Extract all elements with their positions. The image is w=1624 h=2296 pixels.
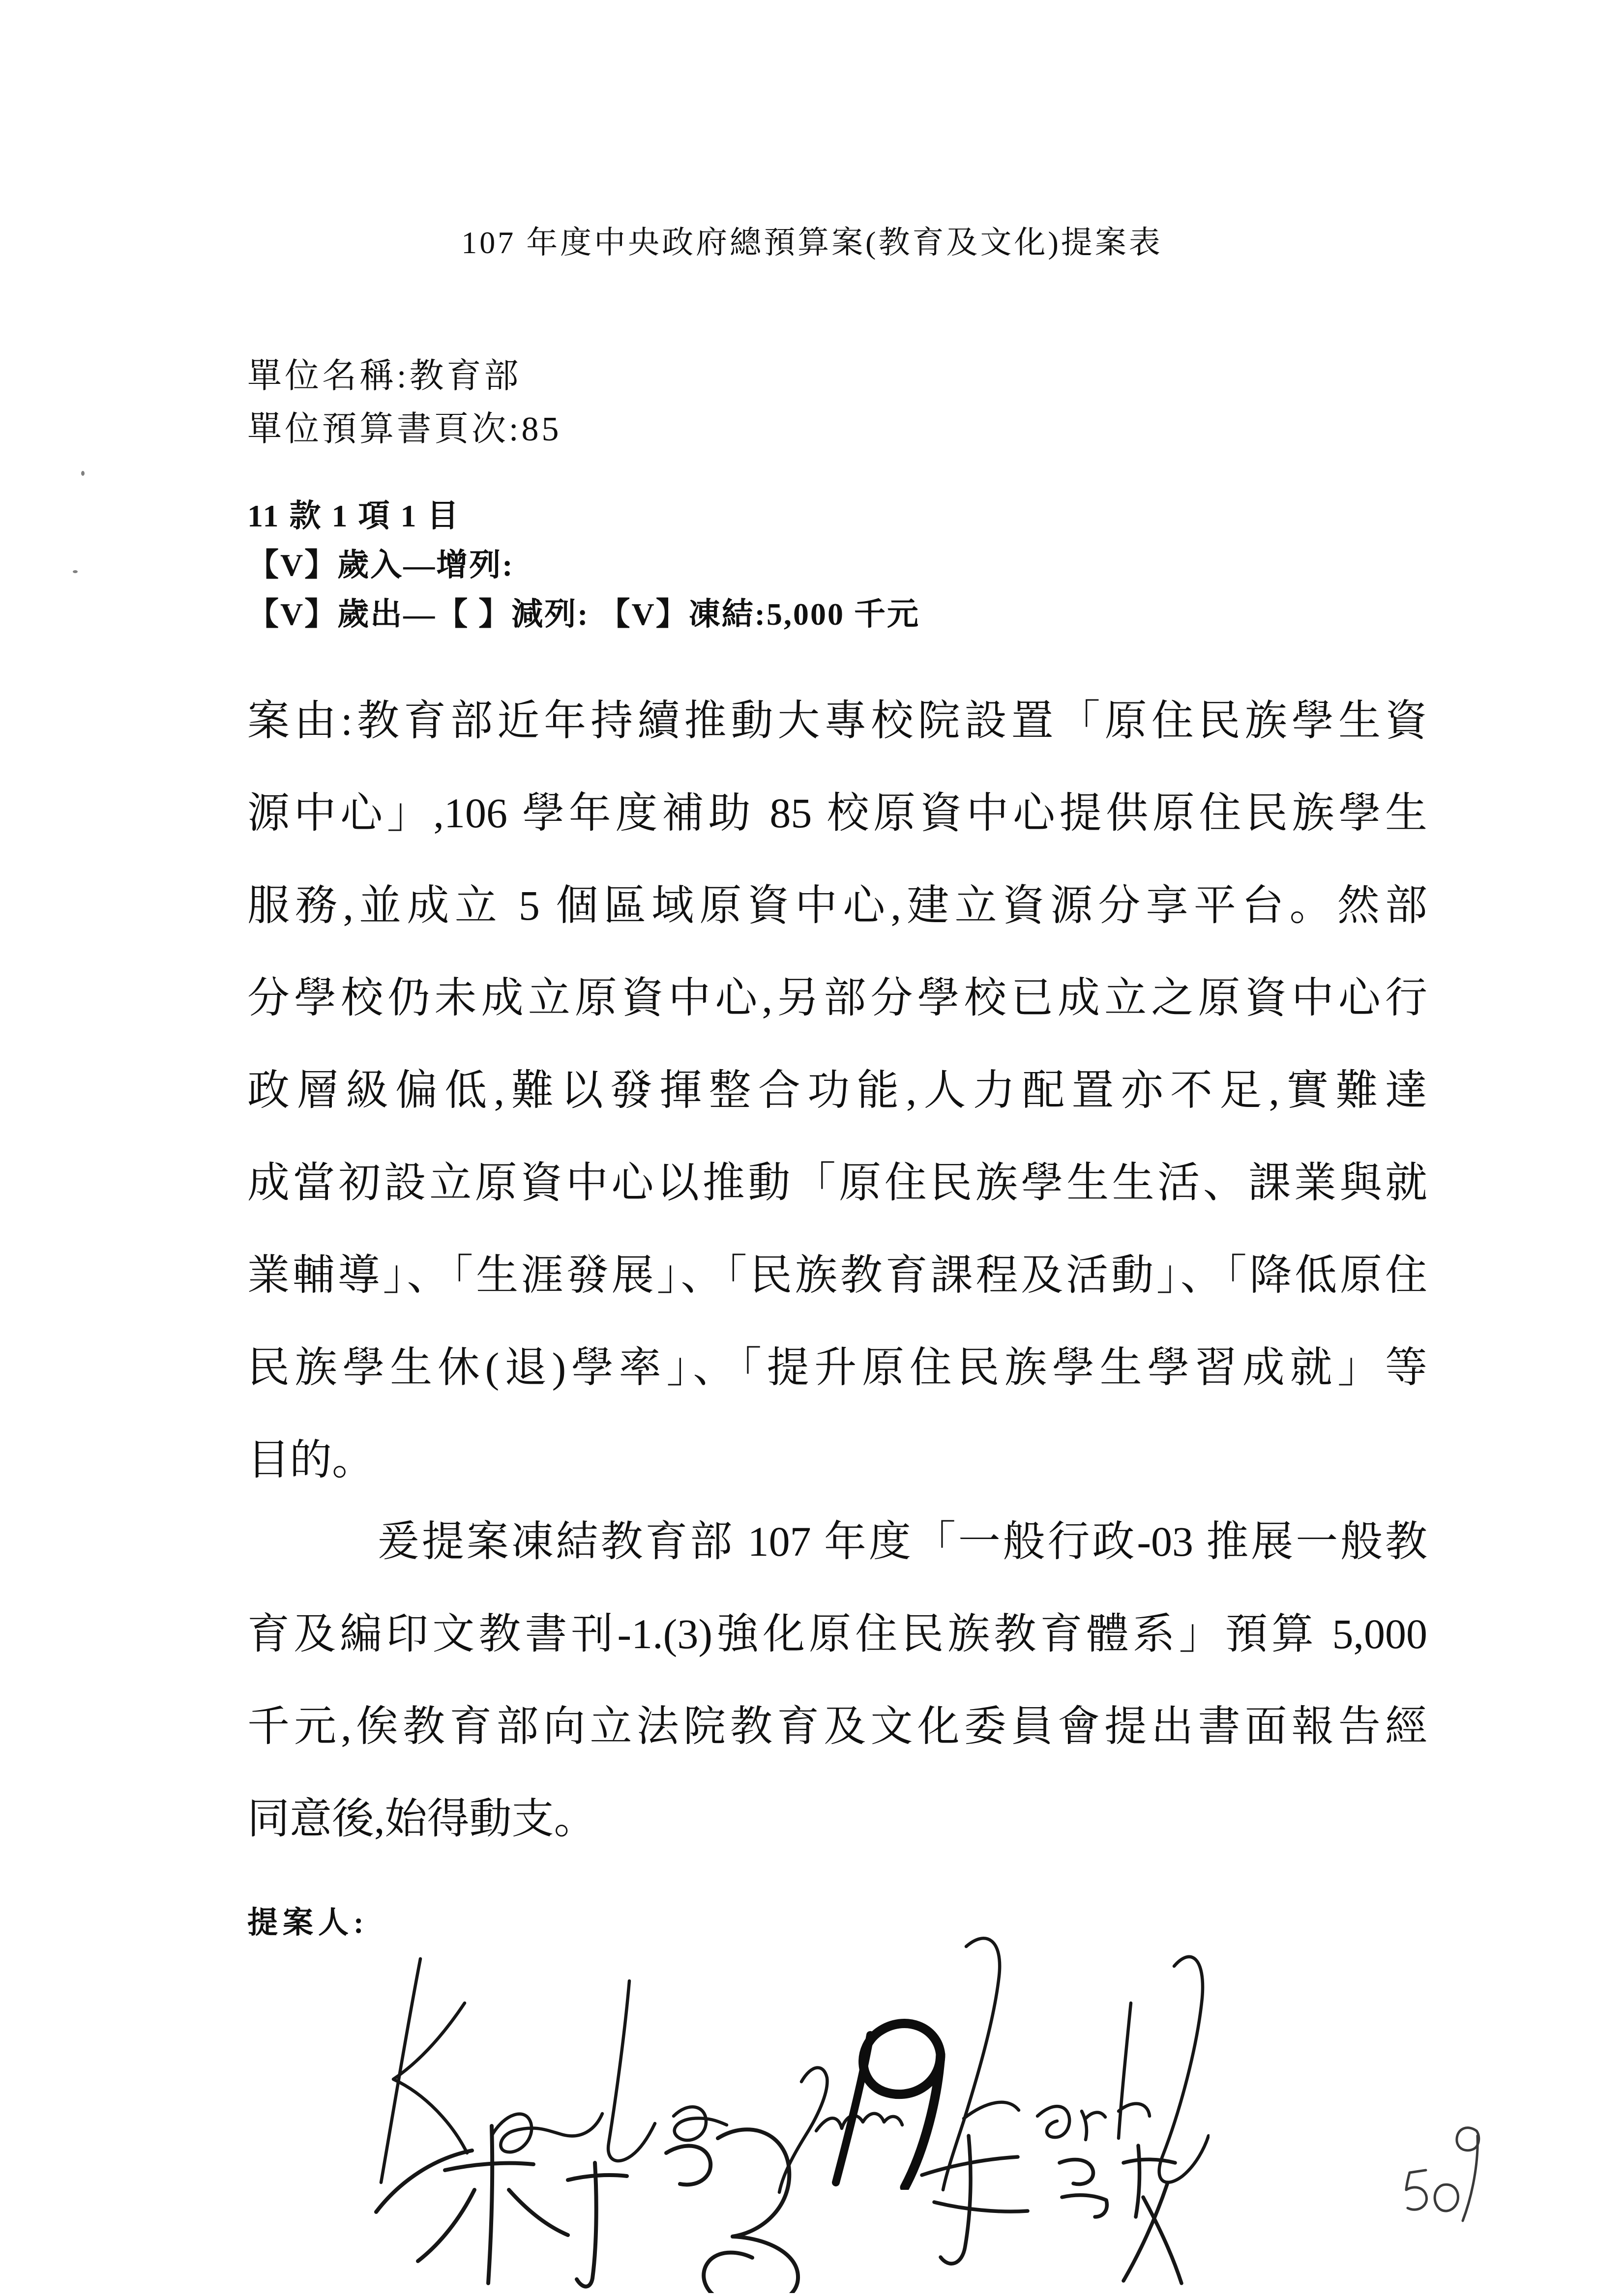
proposal-line: 千元,俟教育部向立法院教育及文化委員會提出書面報告經 xyxy=(247,1703,1427,1750)
corner-page-number xyxy=(1384,2084,1492,2227)
unit-info xyxy=(247,350,561,456)
case-line: 服務,並成立 5 個區域原資中心,建立資源分享平台。然部 xyxy=(247,882,1427,929)
document-title: 107 年度中央政府總預算案(教育及文化)提案表 xyxy=(461,225,1163,260)
unit-budget-page-line: 單位預算書頁次:85 xyxy=(247,410,562,448)
proposal-line: 同意後,始得動支。 xyxy=(247,1795,596,1842)
case-line: 分學校仍未成立原資中心,另部分學校已成立之原資中心行 xyxy=(247,974,1427,1021)
proposal-line: 爰提案凍結教育部 107 年度「一般行政-03 推展一般教 xyxy=(377,1518,1427,1565)
case-line: 民族學生休(退)學率」、「提升原住民族學生學習成就」等 xyxy=(247,1344,1427,1391)
scan-speck xyxy=(81,471,85,476)
clause-heading: 11 款 1 項 1 目 xyxy=(247,498,460,533)
chinese-signature-right xyxy=(912,2128,1266,2296)
clause-expenditure-line: 【V】歲出—【 】減列: 【V】凍結:5,000 千元 xyxy=(247,597,920,632)
unit-name-line: 單位名稱:教育部 xyxy=(247,357,522,395)
case-line: 目的。 xyxy=(247,1436,374,1483)
proposal-line: 育及編印文教書刊-1.(3)強化原住民族教育體系」預算 5,000 xyxy=(247,1610,1427,1657)
scan-speck xyxy=(73,570,78,573)
proposer-label: 提案人: xyxy=(247,1906,369,1940)
clause-revenue-line: 【V】歲入—增列: xyxy=(247,548,514,582)
case-line: 源中心」,106 學年度補助 85 校原資中心提供原住民族學生 xyxy=(247,789,1427,837)
clause-block xyxy=(247,492,920,639)
case-line: 業輔導」、「生涯發展」、「民族教育課程及活動」、「降低原住 xyxy=(247,1251,1427,1299)
chinese-signature-left xyxy=(371,2106,853,2293)
case-paragraph xyxy=(247,674,1427,1506)
proposal-paragraph xyxy=(247,1495,1427,1865)
case-line: 成當初設立原資中心以推動「原住民族學生生活、課業與就 xyxy=(247,1159,1427,1206)
case-line: 案由:教育部近年持續推動大專校院設置「原住民族學生資 xyxy=(247,697,1427,744)
case-line: 政層級偏低,難以發揮整合功能,人力配置亦不足,實難達 xyxy=(247,1067,1427,1114)
